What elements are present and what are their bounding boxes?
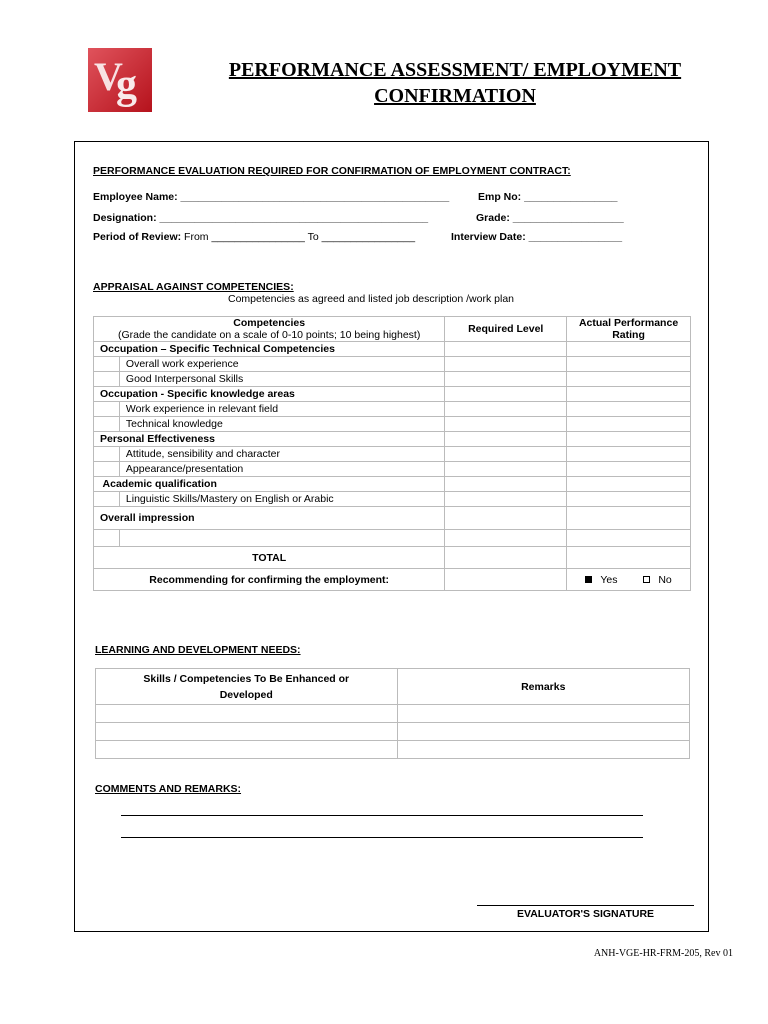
remark-cell[interactable] [397, 705, 689, 723]
employee-name-field[interactable]: Employee Name: ______________________________________________ [93, 191, 450, 203]
page-title-line2: CONFIRMATION [374, 85, 536, 107]
recommend-options [567, 569, 691, 591]
required-cell[interactable] [445, 507, 567, 530]
yes-label: Yes [600, 573, 618, 586]
signature-label: EVALUATOR'S SIGNATURE [516, 908, 655, 920]
designation-field[interactable]: Designation: ______________________________________________ [93, 212, 429, 224]
learning-table [95, 668, 690, 759]
col-actual-rating: Actual Performance Rating [567, 317, 691, 342]
competency-item: Work experience in relevant field [119, 402, 444, 417]
required-cell[interactable] [445, 492, 567, 507]
rating-cell[interactable] [567, 417, 691, 432]
col-competencies [94, 317, 445, 342]
rating-cell[interactable] [567, 402, 691, 417]
remark-cell[interactable] [397, 723, 689, 741]
company-logo [88, 48, 152, 112]
required-cell[interactable] [445, 372, 567, 387]
rating-cell[interactable] [567, 432, 691, 447]
signature-line[interactable] [477, 905, 694, 906]
blank-item[interactable] [119, 530, 444, 547]
rating-cell[interactable] [567, 477, 691, 492]
no-checkbox[interactable] [643, 576, 650, 583]
rating-cell[interactable] [567, 462, 691, 477]
required-cell[interactable] [445, 387, 567, 402]
competency-item: Overall work experience [119, 357, 444, 372]
group-label: Occupation - Specific knowledge areas [94, 387, 445, 402]
interview-date-field[interactable]: Interview Date: ________________ [451, 231, 623, 243]
col-competencies-title: Competencies [233, 317, 306, 329]
required-cell[interactable] [445, 357, 567, 372]
col-required-level: Required Level [445, 317, 567, 342]
required-cell[interactable] [445, 402, 567, 417]
competency-item: Technical knowledge [119, 417, 444, 432]
skill-cell[interactable] [96, 741, 398, 759]
competency-item: Linguistic Skills/Mastery on English or Arabic [119, 492, 444, 507]
competency-item: Good Interpersonal Skills [119, 372, 444, 387]
comments-heading: COMMENTS AND REMARKS: [95, 783, 242, 795]
required-cell[interactable] [445, 342, 567, 357]
skill-cell[interactable] [96, 723, 398, 741]
skill-cell[interactable] [96, 705, 398, 723]
rating-cell[interactable] [567, 387, 691, 402]
yes-checkbox[interactable] [585, 576, 592, 583]
grade-field[interactable]: Grade: ___________________ [476, 212, 624, 224]
form-code: ANH-VGE-HR-FRM-205, Rev 01 [593, 948, 733, 959]
page-title-line1: PERFORMANCE ASSESSMENT/ EMPLOYMENT [228, 59, 682, 81]
evaluation-heading: PERFORMANCE EVALUATION REQUIRED FOR CONFIRMATION OF EMPLOYMENT CONTRACT: [93, 165, 571, 177]
rating-cell[interactable] [567, 372, 691, 387]
appraisal-subheading: Competencies as agreed and listed job description /work plan [228, 293, 514, 305]
col-competencies-sub: (Grade the candidate on a scale of 0-10 points; 10 being highest) [117, 329, 421, 341]
learning-heading: LEARNING AND DEVELOPMENT NEEDS: [95, 644, 301, 656]
period-of-review [93, 231, 415, 243]
period-range-field[interactable]: From ________________ To ________________ [184, 231, 416, 243]
total-rating-cell[interactable] [567, 547, 691, 569]
comment-line[interactable] [121, 815, 643, 816]
col-skills [96, 669, 398, 705]
period-label: Period of Review: [93, 231, 182, 243]
competency-table [93, 316, 691, 591]
rating-cell[interactable] [567, 492, 691, 507]
rating-cell[interactable] [567, 447, 691, 462]
rating-cell[interactable] [567, 530, 691, 547]
no-label: No [658, 573, 672, 586]
required-cell[interactable] [445, 447, 567, 462]
emp-no-field[interactable]: Emp No: ________________ [478, 191, 618, 203]
svg-text:g: g [116, 62, 137, 108]
required-cell[interactable] [445, 417, 567, 432]
group-label: Personal Effectiveness [94, 432, 445, 447]
comment-line[interactable] [121, 837, 643, 838]
total-required-cell[interactable] [445, 547, 567, 569]
svg-text:V: V [94, 54, 123, 99]
required-cell[interactable] [445, 530, 567, 547]
group-label: Academic qualification [94, 477, 445, 492]
competency-item: Appearance/presentation [119, 462, 444, 477]
required-cell[interactable] [445, 432, 567, 447]
col-skills-line2: Developed [219, 688, 273, 701]
group-label: Occupation – Specific Technical Competencies [94, 342, 445, 357]
remark-cell[interactable] [397, 741, 689, 759]
competency-item: Attitude, sensibility and character [119, 447, 444, 462]
rating-cell[interactable] [567, 342, 691, 357]
rating-cell[interactable] [567, 507, 691, 530]
overall-impression-label: Overall impression [94, 507, 445, 530]
recommend-label: Recommending for confirming the employment: [94, 569, 445, 591]
col-skills-line1: Skills / Competencies To Be Enhanced or [143, 672, 350, 685]
rating-cell[interactable] [567, 357, 691, 372]
appraisal-heading: APPRAISAL AGAINST COMPETENCIES: [93, 281, 294, 293]
required-cell[interactable] [445, 462, 567, 477]
total-label: TOTAL [94, 547, 445, 569]
recommend-spacer [445, 569, 567, 591]
required-cell[interactable] [445, 477, 567, 492]
col-remarks: Remarks [397, 669, 689, 705]
